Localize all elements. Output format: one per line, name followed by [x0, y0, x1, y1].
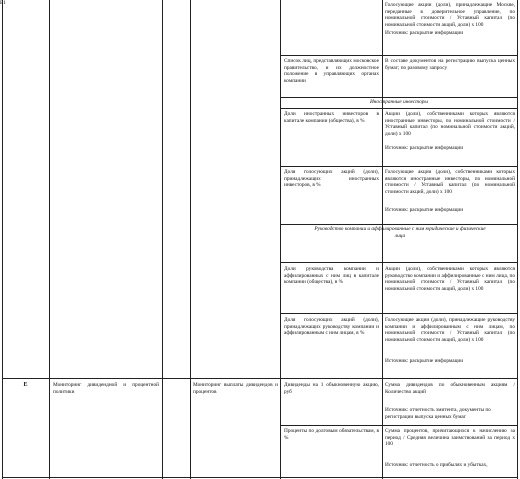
indicator-text: Дивиденды на 1 обыкновенную акцию, руб — [284, 382, 379, 395]
source-text: Источник: отчетность эмитента, документы по регистрации выпуска ценных бумаг — [385, 407, 491, 420]
mgmt-capital-method — [385, 266, 515, 311]
dividends-indicator — [284, 382, 379, 422]
row-border — [280, 262, 518, 263]
col-border-title — [162, 0, 163, 479]
section-header-management: Руководство компании и аффилированные с ним юридические и физические лица — [314, 226, 486, 239]
mgmt-capital-indicator — [284, 266, 379, 311]
indicator-text: Доля голосующих акций (доли), принадлежащих руководству компании и аффилированным с ним лицам, в % — [284, 317, 379, 337]
source-text: Источник: отчетность о прибылях и убытках, — [385, 461, 488, 468]
indicator-text: Доля голосующих акций (доли), принадлежащих иностранных инвесторов, в % — [284, 169, 379, 189]
source-text: Источник: раскрытие информации — [385, 207, 464, 214]
row-border — [280, 313, 518, 314]
section-header-foreign: Иностранные инвесторы — [369, 99, 428, 105]
row-border — [2, 378, 518, 379]
source-text: Источник: раскрытие информации — [385, 145, 464, 152]
mgmt-voting-method — [385, 317, 515, 377]
row-border — [280, 108, 518, 109]
interest-indicator — [284, 428, 379, 468]
indicator-text: Доли иностранных инвесторов в капитале компании (общества), в % — [284, 111, 379, 124]
section-code: Е — [23, 382, 28, 388]
method-text: В составе документов на регистрацию выпуска ценных бумаг; по разовому запросу — [385, 58, 515, 71]
dividends-method — [385, 382, 515, 424]
section-title: Мониторинг дивидендной и процентной политики — [53, 382, 159, 395]
row-border — [2, 477, 518, 478]
foreign-capital-indicator — [284, 111, 379, 161]
method-text: Голосующие акции (доли), собственниками которых являются иностранные инвесторы, по номинальной стоимости / Уставный капитал (по номинальной стоимости акций, доли) х 100 — [385, 169, 515, 195]
row-border — [280, 166, 518, 167]
col-border-subcode — [190, 0, 191, 479]
method-text: Голосующие акции (доли), принадлежащие руководству компании и аффилированным с ним лицам, по номинальной стоимости / Уставный капитал (по номинальной стоимости акций, доли) х 100 — [385, 317, 515, 343]
indicator-text: Доли руководства компании и аффилированных с ним лиц в капитале компании (общества), в % — [284, 266, 379, 286]
subsection-code: Е1 — [0, 0, 6, 6]
col-border-code — [49, 0, 50, 479]
row-border — [280, 97, 518, 98]
interest-method — [385, 428, 515, 476]
method-text: Голосующие акции (доли), принадлежащие Москве, переданные в доверительное управление, по номинальной стоимости / Уставный капитал (по номинальной стоимости акций, доли) х 100 — [385, 2, 515, 28]
indicator-text: Проценты по долговым обязательствам, в % — [284, 428, 379, 441]
method-text: Акции (доли), собственниками которых являются иностранные инвесторы, по номинальной стоимости / Уставный капитал (по номинальной стоимости акций, доли) х 100 — [385, 111, 515, 137]
col-border-subtitle — [280, 0, 281, 479]
foreign-voting-indicator — [284, 169, 379, 219]
method-text: Акции (доли), собственниками которых являются руководство компании и аффилированные с ним лица, по номинальной стоимости / Уставный капитал (по номинальной стоимости акций, доли) х 100 — [385, 266, 515, 292]
row-border — [280, 55, 518, 56]
source-text: Источник: раскрытие информации — [385, 30, 464, 37]
mgmt-voting-indicator — [284, 317, 379, 372]
moscow-persons-indicator — [284, 58, 379, 96]
method-text: Сумма дивидендов по обыкновенным акциям / Количество акций — [385, 382, 515, 395]
foreign-capital-method — [385, 111, 515, 165]
row-border — [280, 224, 518, 225]
col-border-left — [2, 0, 3, 479]
row-border — [280, 425, 518, 426]
col-border-right — [517, 0, 518, 479]
indicator-text: Список лиц, представляющих московское правительство, и их должностное положение в управляющих органах компании — [284, 58, 379, 84]
source-text: Источник: раскрытие информации — [385, 358, 464, 365]
method-text: Сумма процентов, причитающихся к начислению за период / Средняя величина заимствований за период х 100 — [385, 428, 515, 448]
moscow-share-method — [385, 2, 515, 54]
subsection-title: Мониторинг выплаты дивидендов и процентов — [193, 382, 278, 395]
foreign-voting-method — [385, 169, 515, 223]
moscow-persons-method — [385, 58, 515, 96]
